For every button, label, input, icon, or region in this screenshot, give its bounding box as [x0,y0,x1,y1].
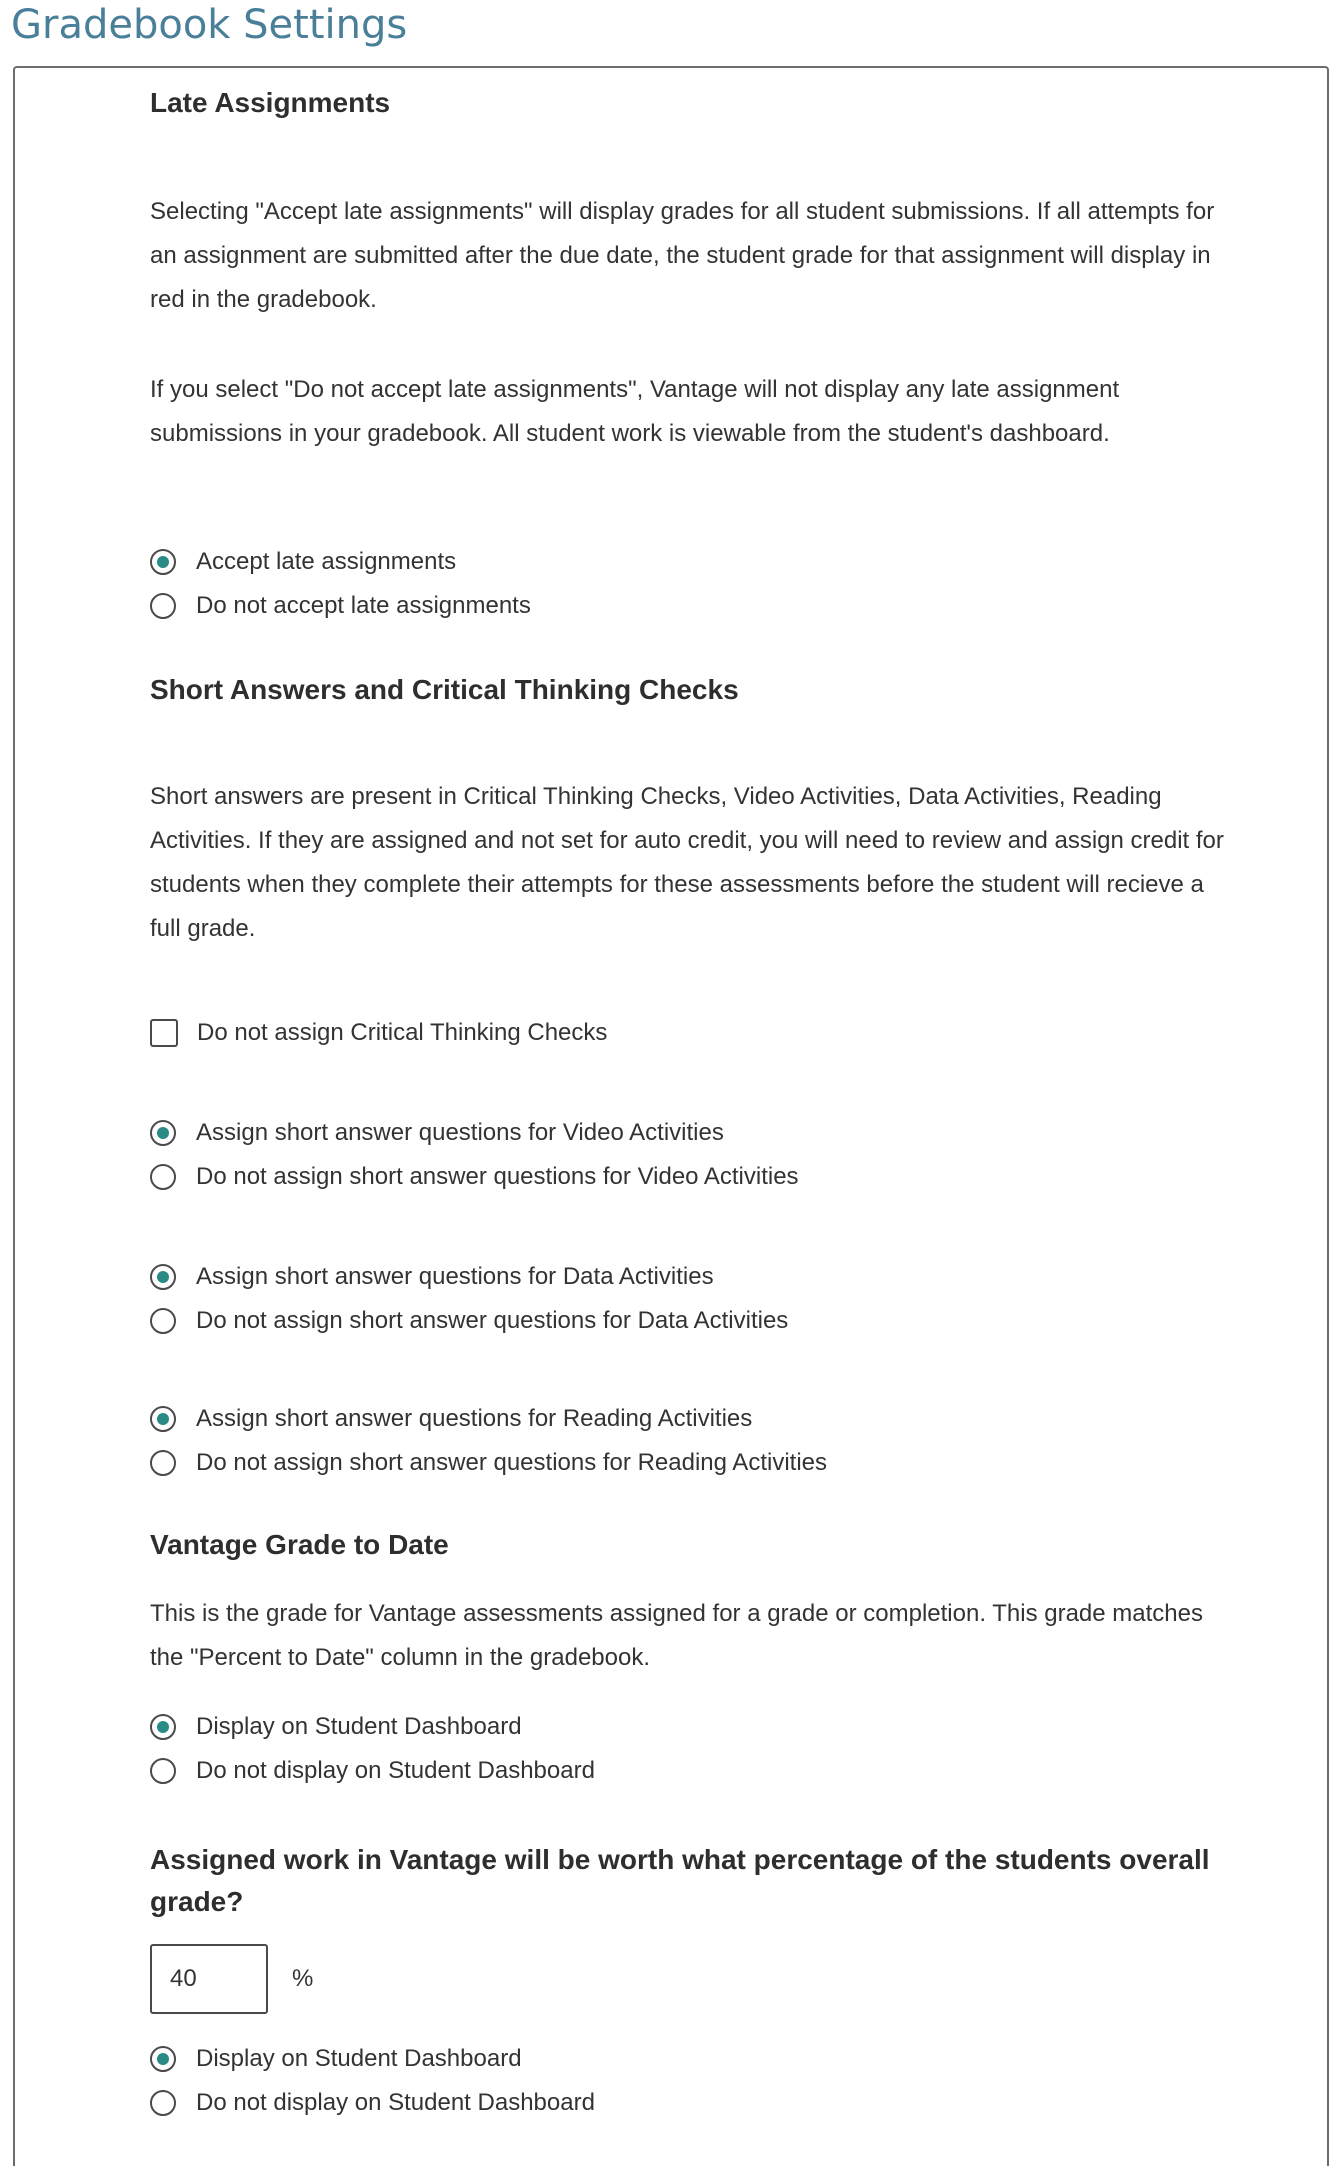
late-assignments-para-1: Selecting "Accept late assignments" will display grades for all student submissions. If all attempts for an assignment are submitted after the due date, the student grade for that assignment will display in red in the gradebook. [150,198,1215,313]
radio-label: Do not display on Student Dashboard [196,1757,595,1784]
radio-accept-late[interactable] [150,540,1230,584]
radio-do-not-accept-late[interactable] [150,584,1230,628]
radio-icon[interactable] [150,593,176,619]
radio-label: Do not assign short answer questions for Video Activities [196,1163,799,1190]
percent-sign: % [292,1965,314,1992]
settings-panel [13,66,1329,2166]
percent-input[interactable] [150,1944,268,2014]
checkbox-no-critical-thinking[interactable] [150,1011,1230,1055]
grade-to-date-heading: Vantage Grade to Date [150,1529,449,1560]
radio-label: Do not assign short answer questions for Data Activities [196,1307,789,1334]
radio-no-assign-reading[interactable] [150,1441,1230,1485]
radio-no-assign-data[interactable] [150,1299,1230,1343]
radio-icon[interactable] [150,1120,176,1146]
radio-no-display-grade-to-date[interactable] [150,1749,1230,1793]
radio-icon[interactable] [150,1406,176,1432]
grade-to-date-description [150,1592,1230,1680]
weight-section [150,1839,1210,1923]
radio-icon[interactable] [150,2090,176,2116]
radio-icon[interactable] [150,1308,176,1334]
late-assignments-section [150,87,1230,119]
radio-display-grade-to-date[interactable] [150,1705,1230,1749]
short-answers-description [150,775,1230,951]
radio-icon[interactable] [150,1714,176,1740]
radio-label: Assign short answer questions for Reading Activities [196,1405,753,1432]
radio-icon[interactable] [150,1450,176,1476]
grade-to-date-section [150,1529,1230,1561]
radio-label: Do not assign short answer questions for Reading Activities [196,1449,827,1476]
reading-activities-options [150,1397,1230,1485]
radio-label: Do not accept late assignments [196,592,531,619]
radio-icon[interactable] [150,1264,176,1290]
video-activities-options [150,1111,1230,1199]
late-assignments-description-2 [150,368,1230,456]
ctc-options [150,1011,1230,1055]
radio-assign-video[interactable] [150,1111,1230,1155]
weight-heading: Assigned work in Vantage will be worth what percentage of the students overall grade? [150,1844,1210,1917]
page-title: Gradebook Settings [11,2,408,48]
radio-label: Display on Student Dashboard [196,1713,522,1740]
radio-display-weight[interactable] [150,2037,1230,2081]
late-assignments-description-1 [150,190,1230,322]
radio-assign-reading[interactable] [150,1397,1230,1441]
radio-no-display-weight[interactable] [150,2081,1230,2125]
late-assignments-options [150,540,1230,628]
data-activities-options [150,1255,1230,1343]
late-assignments-para-2: If you select "Do not accept late assignments", Vantage will not display any late assignment submissions in your gradebook. All student work is viewable from the student's dashboard. [150,376,1120,447]
radio-icon[interactable] [150,1758,176,1784]
late-assignments-heading: Late Assignments [150,87,391,118]
checkbox-label: Do not assign Critical Thinking Checks [197,1019,608,1046]
radio-label: Accept late assignments [196,548,457,575]
radio-no-assign-video[interactable] [150,1155,1230,1199]
short-answers-heading: Short Answers and Critical Thinking Checks [150,674,739,705]
grade-to-date-options [150,1705,1230,1793]
grade-to-date-para: This is the grade for Vantage assessments assigned for a grade or completion. This grade matches the "Percent to Date" column in the gradebook. [150,1600,1203,1671]
percent-row [150,1944,1230,2014]
radio-label: Assign short answer questions for Data Activities [196,1263,714,1290]
checkbox-icon[interactable] [150,1019,178,1047]
weight-options [150,2037,1230,2125]
radio-label: Do not display on Student Dashboard [196,2089,595,2116]
radio-label: Display on Student Dashboard [196,2045,522,2072]
radio-assign-data[interactable] [150,1255,1230,1299]
weight-input-row [150,1944,1230,2014]
short-answers-section [150,674,1230,706]
radio-icon[interactable] [150,549,176,575]
short-answers-para: Short answers are present in Critical Thinking Checks, Video Activities, Data Activities, Reading Activities. If they are assigned and not set for auto credit, you will need to review and assign credit for students when they complete their attempts for these assessments before the student will recieve a full grade. [150,783,1224,942]
radio-icon[interactable] [150,1164,176,1190]
radio-icon[interactable] [150,2046,176,2072]
radio-label: Assign short answer questions for Video Activities [196,1119,724,1146]
